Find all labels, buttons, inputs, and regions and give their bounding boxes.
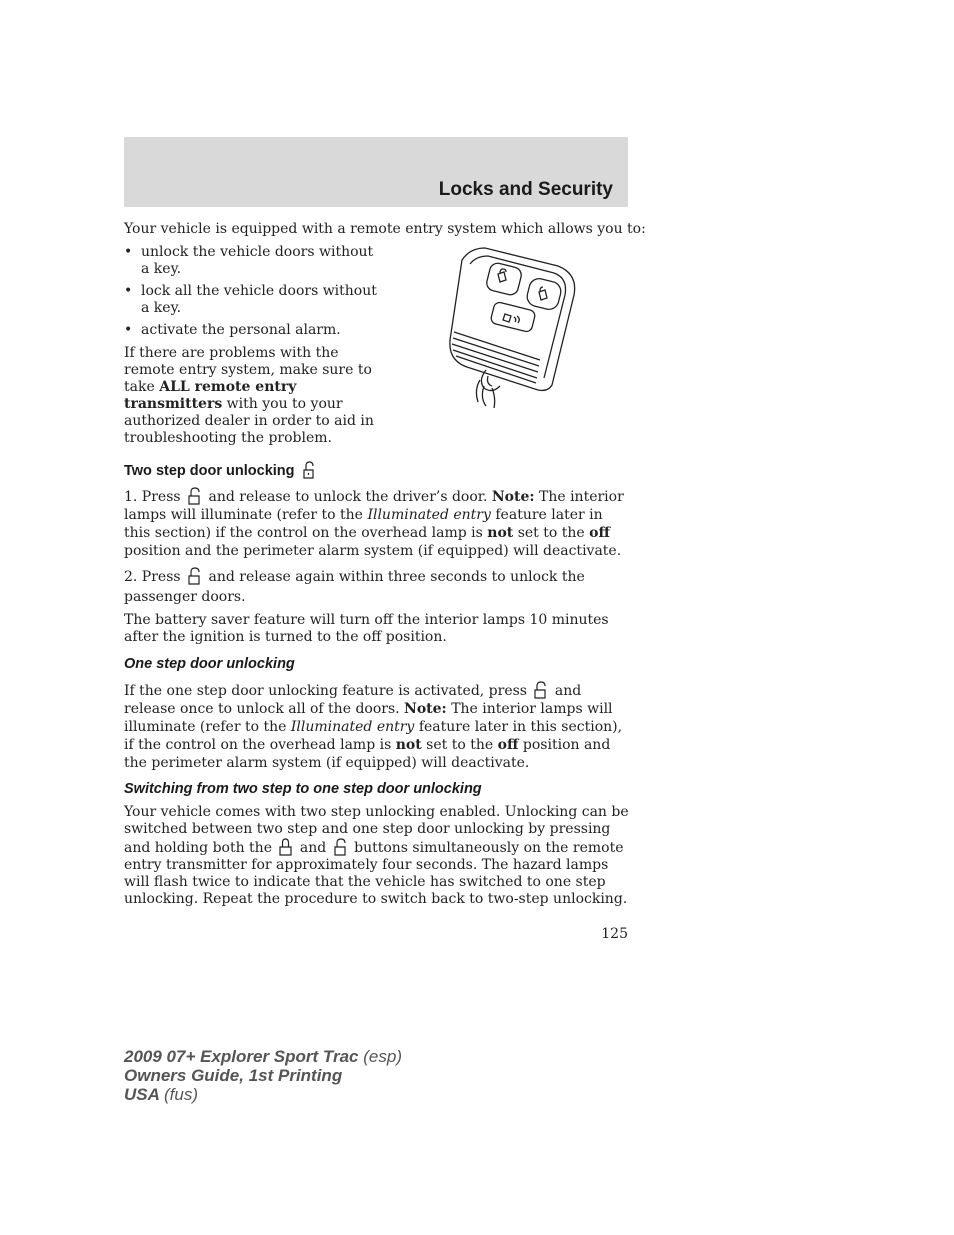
step1-text: and release to unlock the driver’s door.: [208, 489, 488, 505]
switching-text: buttons simultaneously on the remote entry transmitter for approximately four seconds. The hazard lamps will flash twice to indicate that the vehicle has switched to one step unlocking. Repeat the procedure to switch back to two-step unlocking.: [124, 840, 628, 907]
page-number: 125: [601, 926, 628, 942]
one-step-text: set to the: [426, 737, 494, 753]
two-step-step2: [124, 567, 630, 607]
unlock-icon: [333, 838, 348, 856]
two-step-heading-text: Two step door unlocking: [124, 463, 295, 479]
emphasis-off: off: [589, 525, 610, 541]
step2-text: and release again within three seconds to unlock the passenger doors.: [124, 569, 585, 605]
switching-heading: Switching from two step to one step door unlocking: [124, 781, 482, 797]
footer-line-1: [124, 1047, 402, 1066]
list-item: [124, 244, 384, 278]
problems-text: If there are problems with the remote entry system, make sure to take: [124, 345, 372, 395]
switching-paragraph: [124, 804, 630, 908]
emphasis-not: not: [395, 737, 422, 753]
battery-saver-paragraph: The battery saver feature will turn off the interior lamps 10 minutes after the ignition is turned to the off position.: [124, 612, 609, 645]
unlock-icon: [533, 681, 548, 699]
footer-line-2: Owners Guide, 1st Printing: [124, 1066, 343, 1085]
step1-text: 1. Press: [124, 489, 181, 505]
note-label: Note:: [404, 701, 447, 717]
section-header: [124, 137, 628, 207]
illuminated-entry-ref: Illuminated entry: [290, 719, 415, 735]
one-step-text: position and the perimeter alarm system (if equipped) will deactivate.: [124, 737, 611, 771]
footer-model: 2009 07+ Explorer Sport Trac: [124, 1047, 359, 1066]
footer-line-3: [124, 1085, 402, 1104]
bullet-dot: •: [124, 283, 133, 299]
emphasis-not: not: [487, 525, 514, 541]
one-step-text: If the one step door unlocking feature is activated, press: [124, 683, 527, 699]
switching-text: Your vehicle comes with two step unlocking enabled. Unlocking can be switched between two step and one step door unlocking by pressing and holding both the: [124, 804, 629, 856]
unlock-icon: [187, 487, 202, 505]
key-fob-illustration: [440, 240, 590, 410]
bullet-dot: •: [124, 322, 133, 338]
section-title: Locks and Security: [438, 179, 613, 200]
problems-emphasis: ALL remote entry transmitters: [124, 379, 297, 412]
bullet-text: unlock the vehicle doors without a key.: [141, 244, 374, 277]
footer-code: (esp): [363, 1047, 402, 1066]
two-step-heading: [124, 461, 318, 479]
step1-text: position and the perimeter alarm system (if equipped) will deactivate.: [124, 543, 622, 559]
footer-market: USA: [124, 1085, 160, 1104]
step1-text: The interior lamps will illuminate (refer to the: [124, 489, 624, 523]
emphasis-off: off: [497, 737, 519, 753]
problems-text-end: with you to your authorized dealer in order to aid in troubleshooting the problem.: [124, 396, 374, 446]
one-step-heading: One step door unlocking: [124, 656, 295, 672]
bullet-text: activate the personal alarm.: [141, 322, 341, 338]
lock-icon: [278, 838, 293, 856]
unlock-icon: [187, 567, 202, 585]
intro-text: Your vehicle is equipped with a remote entry system which allows you to:: [124, 221, 646, 237]
note-label: Note:: [491, 489, 535, 505]
one-step-text: and release once to unlock all of the doors.: [124, 683, 582, 717]
illuminated-entry-ref: Illuminated entry: [367, 507, 491, 523]
document-footer: [124, 1047, 402, 1104]
one-step-text: feature later in this section), if the control on the overhead lamp is: [124, 719, 623, 753]
bullet-text: lock all the vehicle doors without a key.: [141, 283, 377, 316]
step1-text: set to the: [517, 525, 585, 541]
unlock-icon: [301, 461, 316, 479]
two-step-step1: [124, 487, 630, 560]
list-item: [124, 283, 384, 317]
list-item: [124, 322, 384, 339]
step2-text: 2. Press: [124, 569, 181, 585]
footer-market-code: (fus): [164, 1085, 198, 1104]
step1-text: feature later in this section) if the control on the overhead lamp is: [124, 507, 603, 541]
switching-and: and: [299, 840, 327, 856]
problems-paragraph: [124, 345, 374, 447]
one-step-paragraph: [124, 681, 630, 772]
one-step-text: The interior lamps will illuminate (refer to the: [124, 701, 613, 735]
bullet-dot: •: [124, 244, 133, 260]
